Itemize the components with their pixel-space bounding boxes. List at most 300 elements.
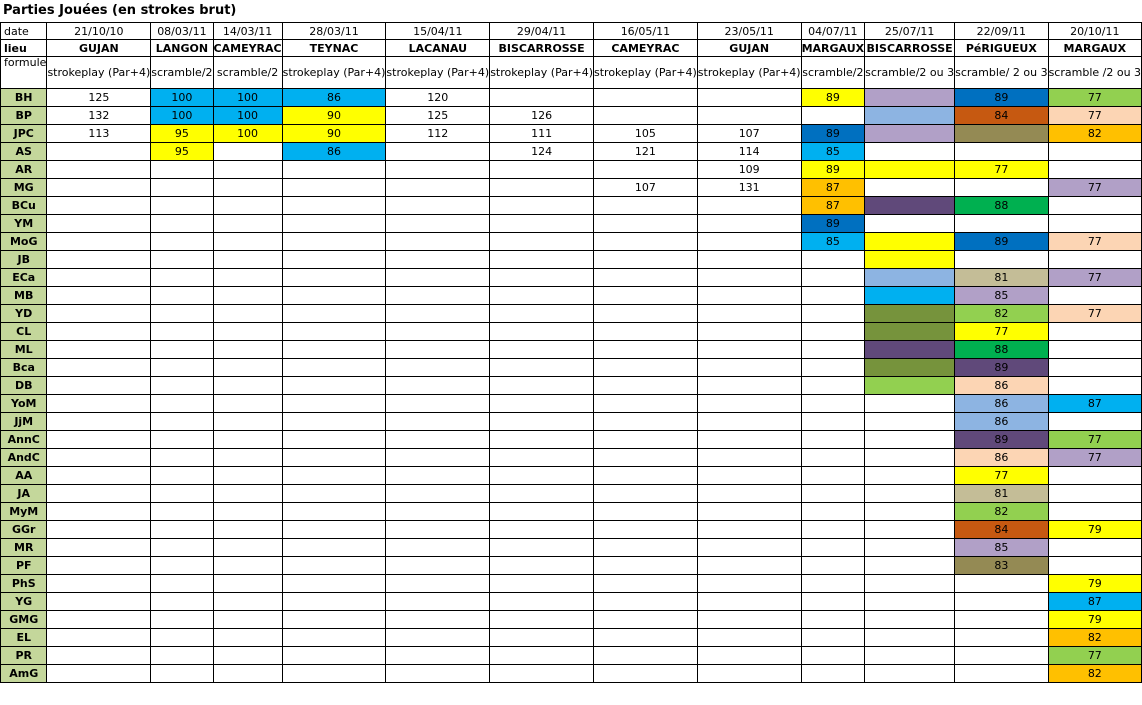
score-cell (213, 179, 282, 197)
score-cell (594, 521, 698, 539)
score-cell (865, 665, 955, 683)
score-cell (151, 557, 213, 575)
score-cell (213, 431, 282, 449)
score-cell (697, 359, 801, 377)
score-cell (151, 413, 213, 431)
score-cell (213, 233, 282, 251)
score-cell (386, 629, 490, 647)
score-cell (801, 611, 865, 629)
score-cell (47, 197, 151, 215)
score-cell (1048, 539, 1141, 557)
score-cell (865, 215, 955, 233)
player-row (1, 449, 1142, 467)
score-cell: 89 (955, 431, 1048, 449)
score-cell (865, 629, 955, 647)
score-cell (865, 179, 955, 197)
score-cell (594, 647, 698, 665)
player-row (1, 377, 1142, 395)
score-cell (47, 647, 151, 665)
score-cell: 82 (1048, 629, 1141, 647)
score-cell: 112 (386, 125, 490, 143)
score-cell (697, 647, 801, 665)
score-cell (865, 593, 955, 611)
score-cell (1048, 413, 1141, 431)
score-cell: 95 (151, 143, 213, 161)
column-lieu: GUJAN (47, 40, 151, 57)
score-cell (151, 215, 213, 233)
player-name: MoG (1, 233, 47, 251)
score-cell: 85 (955, 287, 1048, 305)
score-cell (594, 449, 698, 467)
score-cell (213, 665, 282, 683)
score-cell (213, 305, 282, 323)
score-cell: 87 (801, 179, 865, 197)
score-cell: 131 (697, 179, 801, 197)
score-cell (1048, 323, 1141, 341)
score-cell (386, 449, 490, 467)
score-cell (151, 647, 213, 665)
score-cell (594, 305, 698, 323)
score-cell (865, 647, 955, 665)
score-cell (47, 503, 151, 521)
score-cell (47, 341, 151, 359)
score-cell (490, 215, 594, 233)
player-name: Bca (1, 359, 47, 377)
score-cell (490, 341, 594, 359)
score-cell (490, 287, 594, 305)
score-cell (865, 359, 955, 377)
score-cell (1048, 467, 1141, 485)
score-cell (213, 359, 282, 377)
score-cell (490, 323, 594, 341)
score-cell (594, 161, 698, 179)
score-cell (697, 269, 801, 287)
score-cell (47, 305, 151, 323)
score-cell (151, 395, 213, 413)
player-name: MyM (1, 503, 47, 521)
player-name: AS (1, 143, 47, 161)
score-cell (490, 647, 594, 665)
score-cell: 100 (213, 107, 282, 125)
column-date: 29/04/11 (490, 23, 594, 40)
score-cell (151, 197, 213, 215)
column-formule: strokeplay (Par+4) (282, 57, 386, 89)
score-cell (865, 269, 955, 287)
score-cell (801, 557, 865, 575)
score-cell (697, 539, 801, 557)
score-cell: 82 (955, 305, 1048, 323)
score-cell (386, 197, 490, 215)
score-cell: 82 (955, 503, 1048, 521)
score-cell (386, 215, 490, 233)
score-cell (386, 485, 490, 503)
score-cell: 111 (490, 125, 594, 143)
score-cell (955, 665, 1048, 683)
score-cell (386, 467, 490, 485)
player-row (1, 665, 1142, 683)
score-cell (594, 539, 698, 557)
score-cell (386, 503, 490, 521)
score-cell (151, 449, 213, 467)
score-cell (697, 287, 801, 305)
score-cell (801, 323, 865, 341)
score-cell (865, 107, 955, 125)
score-cell (386, 377, 490, 395)
column-formule: strokeplay (Par+4) (47, 57, 151, 89)
score-cell: 89 (955, 233, 1048, 251)
player-row (1, 593, 1142, 611)
player-row (1, 287, 1142, 305)
player-name: MB (1, 287, 47, 305)
score-cell (282, 485, 386, 503)
score-cell: 79 (1048, 521, 1141, 539)
player-row (1, 269, 1142, 287)
score-cell (801, 359, 865, 377)
score-cell (490, 467, 594, 485)
score-cell: 84 (955, 107, 1048, 125)
score-cell (955, 179, 1048, 197)
score-cell: 95 (151, 125, 213, 143)
player-row (1, 305, 1142, 323)
score-cell (386, 251, 490, 269)
score-cell (47, 629, 151, 647)
score-cell (490, 269, 594, 287)
score-cell (1048, 377, 1141, 395)
score-cell (490, 413, 594, 431)
player-name: YG (1, 593, 47, 611)
column-lieu: MARGAUX (801, 41, 865, 55)
score-cell (594, 395, 698, 413)
score-cell (801, 521, 865, 539)
column-lieu: TEYNAC (282, 40, 386, 57)
score-cell (282, 161, 386, 179)
score-cell (213, 197, 282, 215)
score-cell: 89 (801, 215, 865, 233)
score-cell (955, 575, 1048, 593)
score-cell: 87 (1048, 593, 1141, 611)
player-row (1, 215, 1142, 233)
score-cell (47, 611, 151, 629)
player-name: PF (1, 557, 47, 575)
score-cell (1048, 557, 1141, 575)
score-cell (801, 647, 865, 665)
score-cell (865, 125, 955, 143)
score-cell (47, 413, 151, 431)
score-cell (47, 593, 151, 611)
score-cell (282, 359, 386, 377)
score-cell (801, 593, 865, 611)
score-cell (282, 287, 386, 305)
player-name: BCu (1, 197, 47, 215)
score-cell (594, 215, 698, 233)
column-lieu: MARGAUX (1048, 40, 1141, 57)
score-cell: 81 (955, 485, 1048, 503)
score-cell: 90 (282, 107, 386, 125)
score-cell (386, 593, 490, 611)
score-cell (213, 269, 282, 287)
score-cell (865, 341, 955, 359)
score-cell (955, 251, 1048, 269)
player-name: JPC (1, 125, 47, 143)
score-cell: 77 (1048, 305, 1141, 323)
score-cell (213, 503, 282, 521)
score-cell (151, 359, 213, 377)
score-cell (490, 503, 594, 521)
formule-label: formule (1, 57, 47, 89)
column-date: 15/04/11 (386, 23, 490, 40)
score-cell (151, 341, 213, 359)
player-name: BH (1, 89, 47, 107)
score-cell (801, 305, 865, 323)
column-date: 22/09/11 (955, 23, 1048, 40)
score-cell (490, 611, 594, 629)
score-cell (47, 359, 151, 377)
score-cell (490, 521, 594, 539)
score-cell: 82 (1048, 125, 1141, 143)
column-date: 25/07/11 (865, 23, 955, 40)
score-cell (213, 485, 282, 503)
score-cell (151, 431, 213, 449)
score-cell (151, 179, 213, 197)
player-name: AA (1, 467, 47, 485)
score-cell (213, 449, 282, 467)
score-cell (801, 485, 865, 503)
score-cell: 86 (282, 89, 386, 107)
column-date: 28/03/11 (282, 23, 386, 40)
score-cell (594, 89, 698, 107)
player-row (1, 179, 1142, 197)
player-name: PR (1, 647, 47, 665)
score-cell (151, 323, 213, 341)
score-cell (697, 503, 801, 521)
score-cell (282, 341, 386, 359)
score-cell: 77 (1048, 89, 1141, 107)
score-cell (47, 377, 151, 395)
score-cell: 124 (490, 143, 594, 161)
column-date: 08/03/11 (151, 23, 213, 40)
score-cell: 77 (1048, 233, 1141, 251)
score-cell (282, 251, 386, 269)
formule-row (1, 57, 1142, 89)
score-cell: 120 (386, 89, 490, 107)
score-cell (1048, 161, 1141, 179)
lieu-row (1, 40, 1142, 57)
score-cell (151, 521, 213, 539)
score-cell (594, 593, 698, 611)
score-cell: 77 (955, 467, 1048, 485)
player-row (1, 359, 1142, 377)
player-row (1, 413, 1142, 431)
player-row (1, 107, 1142, 125)
score-cell (282, 593, 386, 611)
score-cell (801, 629, 865, 647)
score-cell (490, 89, 594, 107)
score-cell (865, 539, 955, 557)
score-cell (386, 647, 490, 665)
score-cell (386, 323, 490, 341)
score-cell (594, 377, 698, 395)
score-cell (594, 629, 698, 647)
score-cell (151, 503, 213, 521)
score-cell (865, 611, 955, 629)
player-name: GMG (1, 611, 47, 629)
player-name: JB (1, 251, 47, 269)
score-cell (213, 467, 282, 485)
score-cell: 105 (594, 125, 698, 143)
score-cell (386, 611, 490, 629)
score-cell (386, 359, 490, 377)
score-cell (151, 593, 213, 611)
score-cell (386, 161, 490, 179)
score-cell (594, 665, 698, 683)
score-cell: 79 (1048, 611, 1141, 629)
score-cell (801, 665, 865, 683)
score-cell (282, 269, 386, 287)
score-cell (490, 197, 594, 215)
player-row (1, 629, 1142, 647)
column-lieu: BISCARROSSE (490, 40, 594, 57)
score-cell (151, 575, 213, 593)
score-cell (490, 179, 594, 197)
score-cell (47, 521, 151, 539)
score-cell (47, 665, 151, 683)
score-cell (594, 323, 698, 341)
player-name: AndC (1, 449, 47, 467)
player-row (1, 341, 1142, 359)
score-cell (594, 485, 698, 503)
score-cell (386, 305, 490, 323)
score-cell (47, 395, 151, 413)
score-cell (213, 647, 282, 665)
score-cell (282, 575, 386, 593)
player-row (1, 323, 1142, 341)
score-cell (151, 629, 213, 647)
score-cell (1048, 503, 1141, 521)
player-row (1, 485, 1142, 503)
score-cell (594, 251, 698, 269)
player-name: ECa (1, 269, 47, 287)
score-cell (697, 557, 801, 575)
score-cell (47, 215, 151, 233)
score-cell (865, 233, 955, 251)
score-cell (1048, 197, 1141, 215)
score-cell (282, 521, 386, 539)
player-name: EL (1, 629, 47, 647)
score-cell: 121 (594, 143, 698, 161)
player-name: JjM (1, 413, 47, 431)
score-cell (282, 449, 386, 467)
score-cell (865, 413, 955, 431)
score-cell (865, 377, 955, 395)
score-cell (594, 611, 698, 629)
score-cell (47, 161, 151, 179)
score-cell: 85 (955, 539, 1048, 557)
score-cell (594, 107, 698, 125)
score-cell (697, 593, 801, 611)
score-cell (282, 197, 386, 215)
score-cell (697, 89, 801, 107)
score-cell (213, 323, 282, 341)
column-date: 04/07/11 (801, 23, 865, 40)
score-cell (697, 377, 801, 395)
column-lieu: CAMEYRAC (594, 40, 698, 57)
score-cell: 89 (801, 125, 865, 143)
player-row (1, 233, 1142, 251)
score-cell (151, 287, 213, 305)
score-cell (213, 413, 282, 431)
player-name: PhS (1, 575, 47, 593)
score-cell (801, 467, 865, 485)
score-cell (213, 539, 282, 557)
score-cell: 77 (1048, 431, 1141, 449)
score-cell (282, 215, 386, 233)
score-cell: 87 (801, 197, 865, 215)
score-cell (697, 665, 801, 683)
score-cell: 89 (801, 89, 865, 107)
score-cell (282, 395, 386, 413)
score-cell (490, 305, 594, 323)
score-cell (697, 197, 801, 215)
score-cell (213, 143, 282, 161)
score-cell (865, 197, 955, 215)
player-name: ML (1, 341, 47, 359)
score-cell (697, 449, 801, 467)
score-cell (490, 575, 594, 593)
score-cell (213, 341, 282, 359)
score-cell (282, 305, 386, 323)
score-cell (1048, 287, 1141, 305)
score-cell (213, 629, 282, 647)
column-lieu: CAMEYRAC (213, 41, 282, 55)
score-cell: 77 (1048, 179, 1141, 197)
column-date: 16/05/11 (594, 23, 698, 40)
score-cell (47, 575, 151, 593)
score-cell (490, 161, 594, 179)
player-row (1, 539, 1142, 557)
score-cell (151, 665, 213, 683)
score-cell (490, 449, 594, 467)
score-cell (386, 557, 490, 575)
player-row (1, 395, 1142, 413)
score-cell: 77 (955, 161, 1048, 179)
player-row (1, 143, 1142, 161)
score-cell (865, 89, 955, 107)
score-cell: 87 (1048, 395, 1141, 413)
date-label: date (1, 23, 47, 40)
score-cell (594, 197, 698, 215)
column-formule: strokeplay (Par+4) (386, 57, 490, 89)
column-date: 23/05/11 (697, 23, 801, 40)
score-cell (955, 611, 1048, 629)
score-cell (865, 467, 955, 485)
score-cell (386, 431, 490, 449)
score-cell (801, 413, 865, 431)
score-cell (955, 629, 1048, 647)
score-cell (865, 323, 955, 341)
score-cell (594, 503, 698, 521)
score-cell (151, 233, 213, 251)
score-cell (865, 575, 955, 593)
score-cell (1048, 143, 1141, 161)
score-cell: 100 (151, 89, 213, 107)
score-cell: 107 (697, 125, 801, 143)
score-cell (47, 449, 151, 467)
score-cell: 77 (1048, 269, 1141, 287)
score-cell: 114 (697, 143, 801, 161)
score-cell (386, 269, 490, 287)
score-cell (47, 269, 151, 287)
column-lieu: GUJAN (697, 40, 801, 57)
